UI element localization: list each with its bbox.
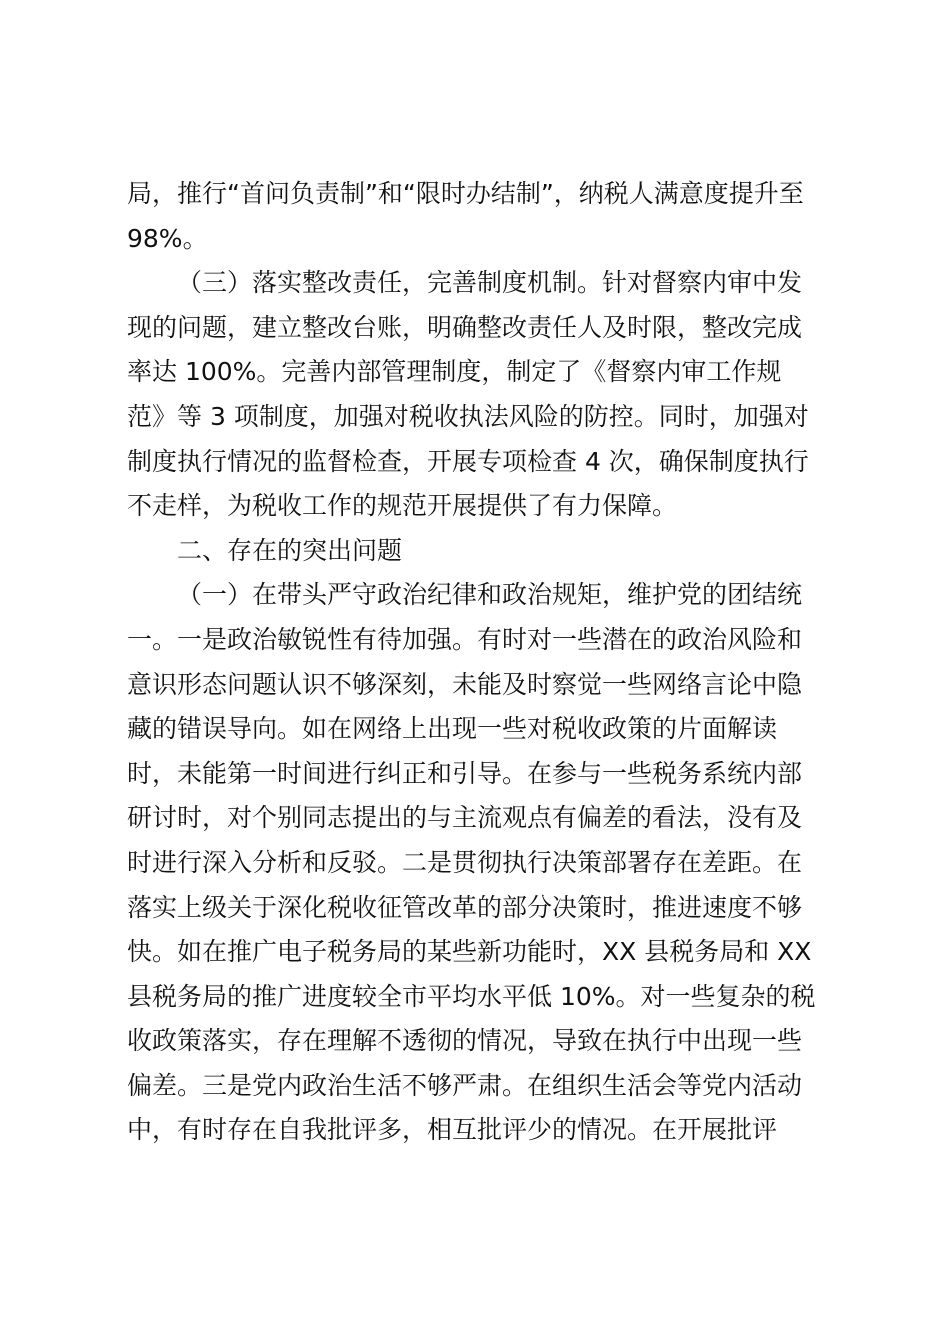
text-line: 率达 100%。完善内部管理制度，制定了《督察内审工作规 bbox=[127, 357, 782, 387]
text-line: 不走样，为税收工作的规范开展提供了有力保障。 bbox=[127, 491, 678, 521]
text-line: 意识形态问题认识不够深刻，未能及时察觉一些网络言论中隐 bbox=[127, 669, 803, 699]
text-line: （三）落实整改责任，完善制度机制。针对督察内审中发 bbox=[177, 268, 803, 298]
text-line: 时，未能第一时间进行纠正和引导。在参与一些税务系统内部 bbox=[127, 758, 803, 788]
text-line: 落实上级关于深化税收征管改革的部分决策时，推进速度不够 bbox=[127, 892, 803, 922]
text-line: 偏差。三是党内政治生活不够严肃。在组织生活会等党内活动 bbox=[127, 1070, 803, 1100]
text-line: 时进行深入分析和反驳。二是贯彻执行决策部署存在差距。在 bbox=[127, 847, 803, 877]
text-line: 一。一是政治敏锐性有待加强。有时对一些潜在的政治风险和 bbox=[127, 624, 803, 654]
text-line: 现的问题，建立整改台账，明确整改责任人及时限，整改完成 bbox=[127, 312, 803, 342]
text-line: 局，推行“首问负责制”和“限时办结制”，纳税人满意度提升至 bbox=[127, 179, 804, 208]
text-line: 制度执行情况的监督检查，开展专项检查 4 次，确保制度执行 bbox=[127, 446, 809, 476]
text-line: 收政策落实，存在理解不透彻的情况，导致在执行中出现一些 bbox=[127, 1026, 803, 1056]
text-line: 二、存在的突出问题 bbox=[177, 535, 403, 565]
text-line: 藏的错误导向。如在网络上出现一些对税收政策的片面解读 bbox=[127, 714, 778, 744]
text-line: 中，有时存在自我批评多，相互批评少的情况。在开展批评 bbox=[127, 1115, 778, 1145]
text-line: （一）在带头严守政治纪律和政治规矩，维护党的团结统 bbox=[177, 580, 803, 610]
text-line: 快。如在推广电子税务局的某些新功能时，XX 县税务局和 XX bbox=[127, 937, 812, 967]
text-line: 98%。 bbox=[127, 223, 208, 253]
text-line: 研讨时，对个别同志提出的与主流观点有偏差的看法，没有及 bbox=[127, 803, 803, 833]
text-line: 范》等 3 项制度，加强对税收执法风险的防控。同时，加强对 bbox=[127, 401, 809, 431]
text-line: 县税务局的推广进度较全市平均水平低 10%。对一些复杂的税 bbox=[127, 981, 816, 1011]
document-body bbox=[127, 172, 827, 1153]
